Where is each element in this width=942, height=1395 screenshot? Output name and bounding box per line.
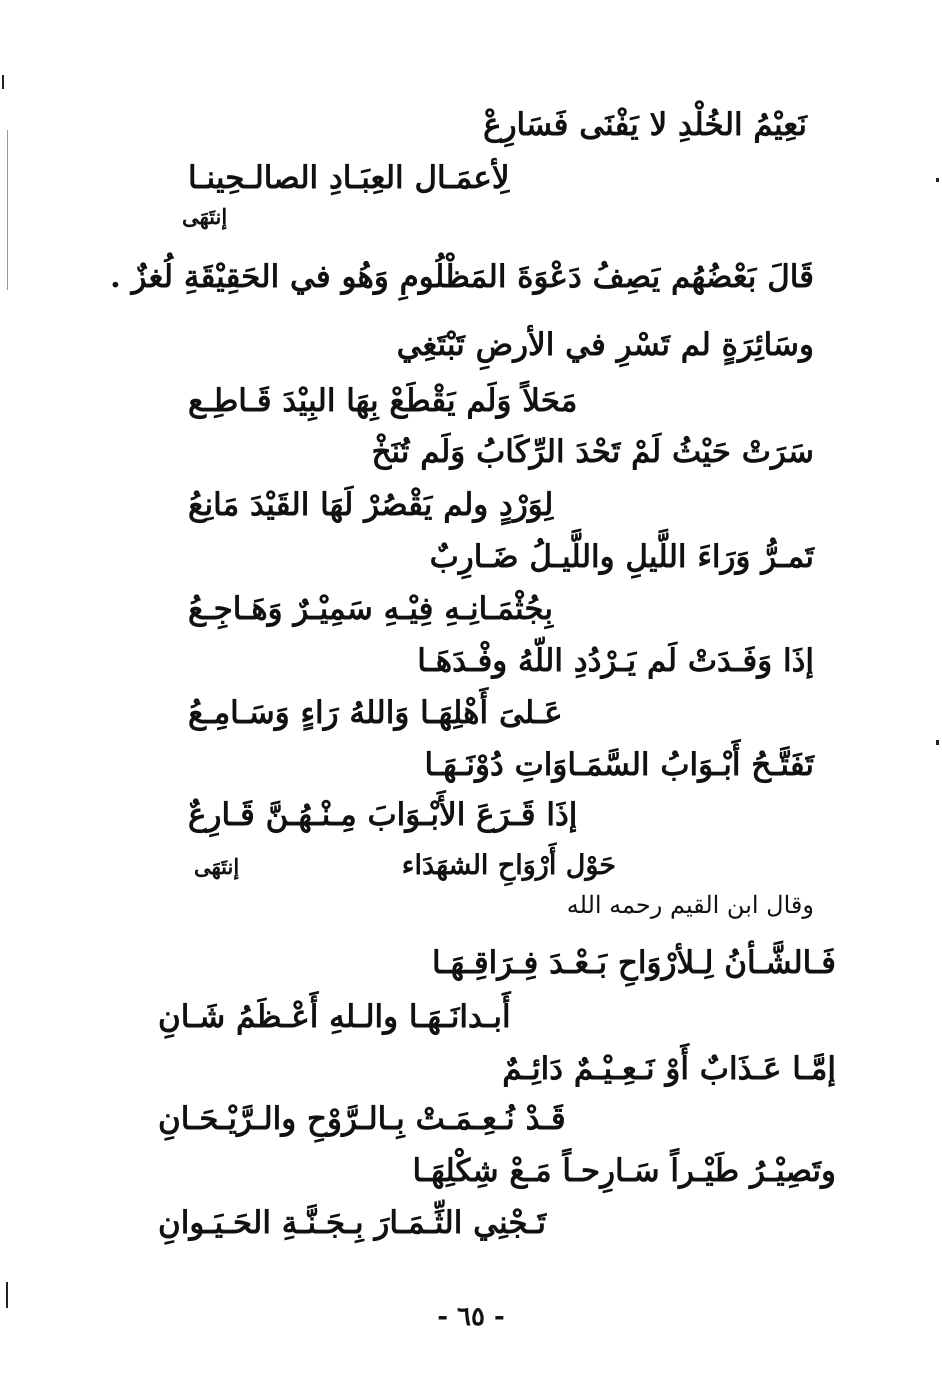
poem2-line: سَرَتْ حَيْثُ لَمْ تَحْدَ الرِّكَابُ وَلَم تُنَخْ	[371, 434, 814, 470]
poem1-end-marker: إنتَهَى	[182, 204, 228, 229]
poem2-line: تَفَتَّـحُ أَبْـوَابُ السَّمَـاوَاتِ دُوْنَـهَـا	[424, 747, 814, 783]
poem3-line: أَبـدانَـهَـا والـلهِ أَعْـظَمُ شَـانِ	[158, 999, 511, 1035]
poem2-line: إذَا وَفَـدَتْ لَم يَـرْدُدِ اللّهُ وفْـدَهَـا	[417, 643, 814, 679]
poem3-line: تَـجْنِي الثِّـمَـارَ بِـجَـنَّـةِ الحَـيَـوانِ	[158, 1205, 547, 1241]
scan-dot	[936, 740, 939, 745]
poem2-line: بِجُثْمَـانِـهِ فِيْـهِ سَمِيْـرٌ وَهَـاجِـعُ	[188, 591, 554, 627]
poem3-line: قَـدْ نُـعِـمَـتْ بِـالـرَّوْحِ والـرَّيْـحَـانِ	[158, 1101, 566, 1137]
poem2-line: وسَائِرَةٍ لم تَسْرِ في الأرضِ تَبْتَغِي	[396, 327, 814, 363]
poem2-line: تَمـرُّ وَرَاءَ اللَّيلِ واللَّيـلُ ضَـارِبٌ	[429, 539, 814, 575]
intro-text: قَالَ بَعْضُهُم يَصِفُ دَعْوَةَ المَظْلُومِ وَهُو في الحَقِيْقَةِ لُغزٌ .	[109, 259, 814, 295]
poem3-line: إمَّـا عَـذَابٌ أَوْ نَـعِـيْـمٌ دَائِـمٌ	[502, 1051, 836, 1087]
poem1-line2: لِأعمَـال العِبَـادِ الصالـحِينـا	[188, 160, 510, 196]
poem2-line: مَحَلاً وَلَم يَقْطَعْ بِهَا البِيْدَ قَـاطِـع	[188, 383, 578, 419]
section-heading: حَوْل أَرْوَاحِ الشهَدَاء	[401, 850, 616, 881]
scan-edge-mark	[2, 75, 4, 89]
poem1-line1: نَعِيْمُ الخُلْدِ لا يَفْنَى فَسَارِعْ	[483, 107, 807, 143]
poem2-line: عَـلىَ أَهْلِهَـا وَاللهُ رَاءٍ وَسَـامِـعُ	[188, 695, 563, 731]
scan-edge-mark	[7, 130, 8, 290]
poem3-line: فَـالشَّـأنُ لِـلأرْوَاحِ بَـعْـدَ فِـرَاقِـهَـا	[431, 945, 836, 981]
scan-dot	[936, 178, 939, 182]
poem2-line: إذَا قَـرَعَ الأَبْـوَابَ مِـنْـهُـنَّ قَـارِعٌ	[188, 797, 578, 833]
poem2-end-marker: إنتَهَى	[194, 854, 240, 879]
attribution-text: وقال ابن القيم رحمه الله	[566, 891, 814, 919]
poem3-line: وتَصِيْـرُ طَيْـراً سَـارِحـاً مَـعْ شِكْلِهَـا	[412, 1153, 836, 1189]
poem2-line: لِوَرْدٍ ولم يَقْصُرْ لَهَا القَيْدَ مَانِعُ	[188, 487, 554, 523]
page-number: - ٦٥ -	[437, 1302, 505, 1332]
